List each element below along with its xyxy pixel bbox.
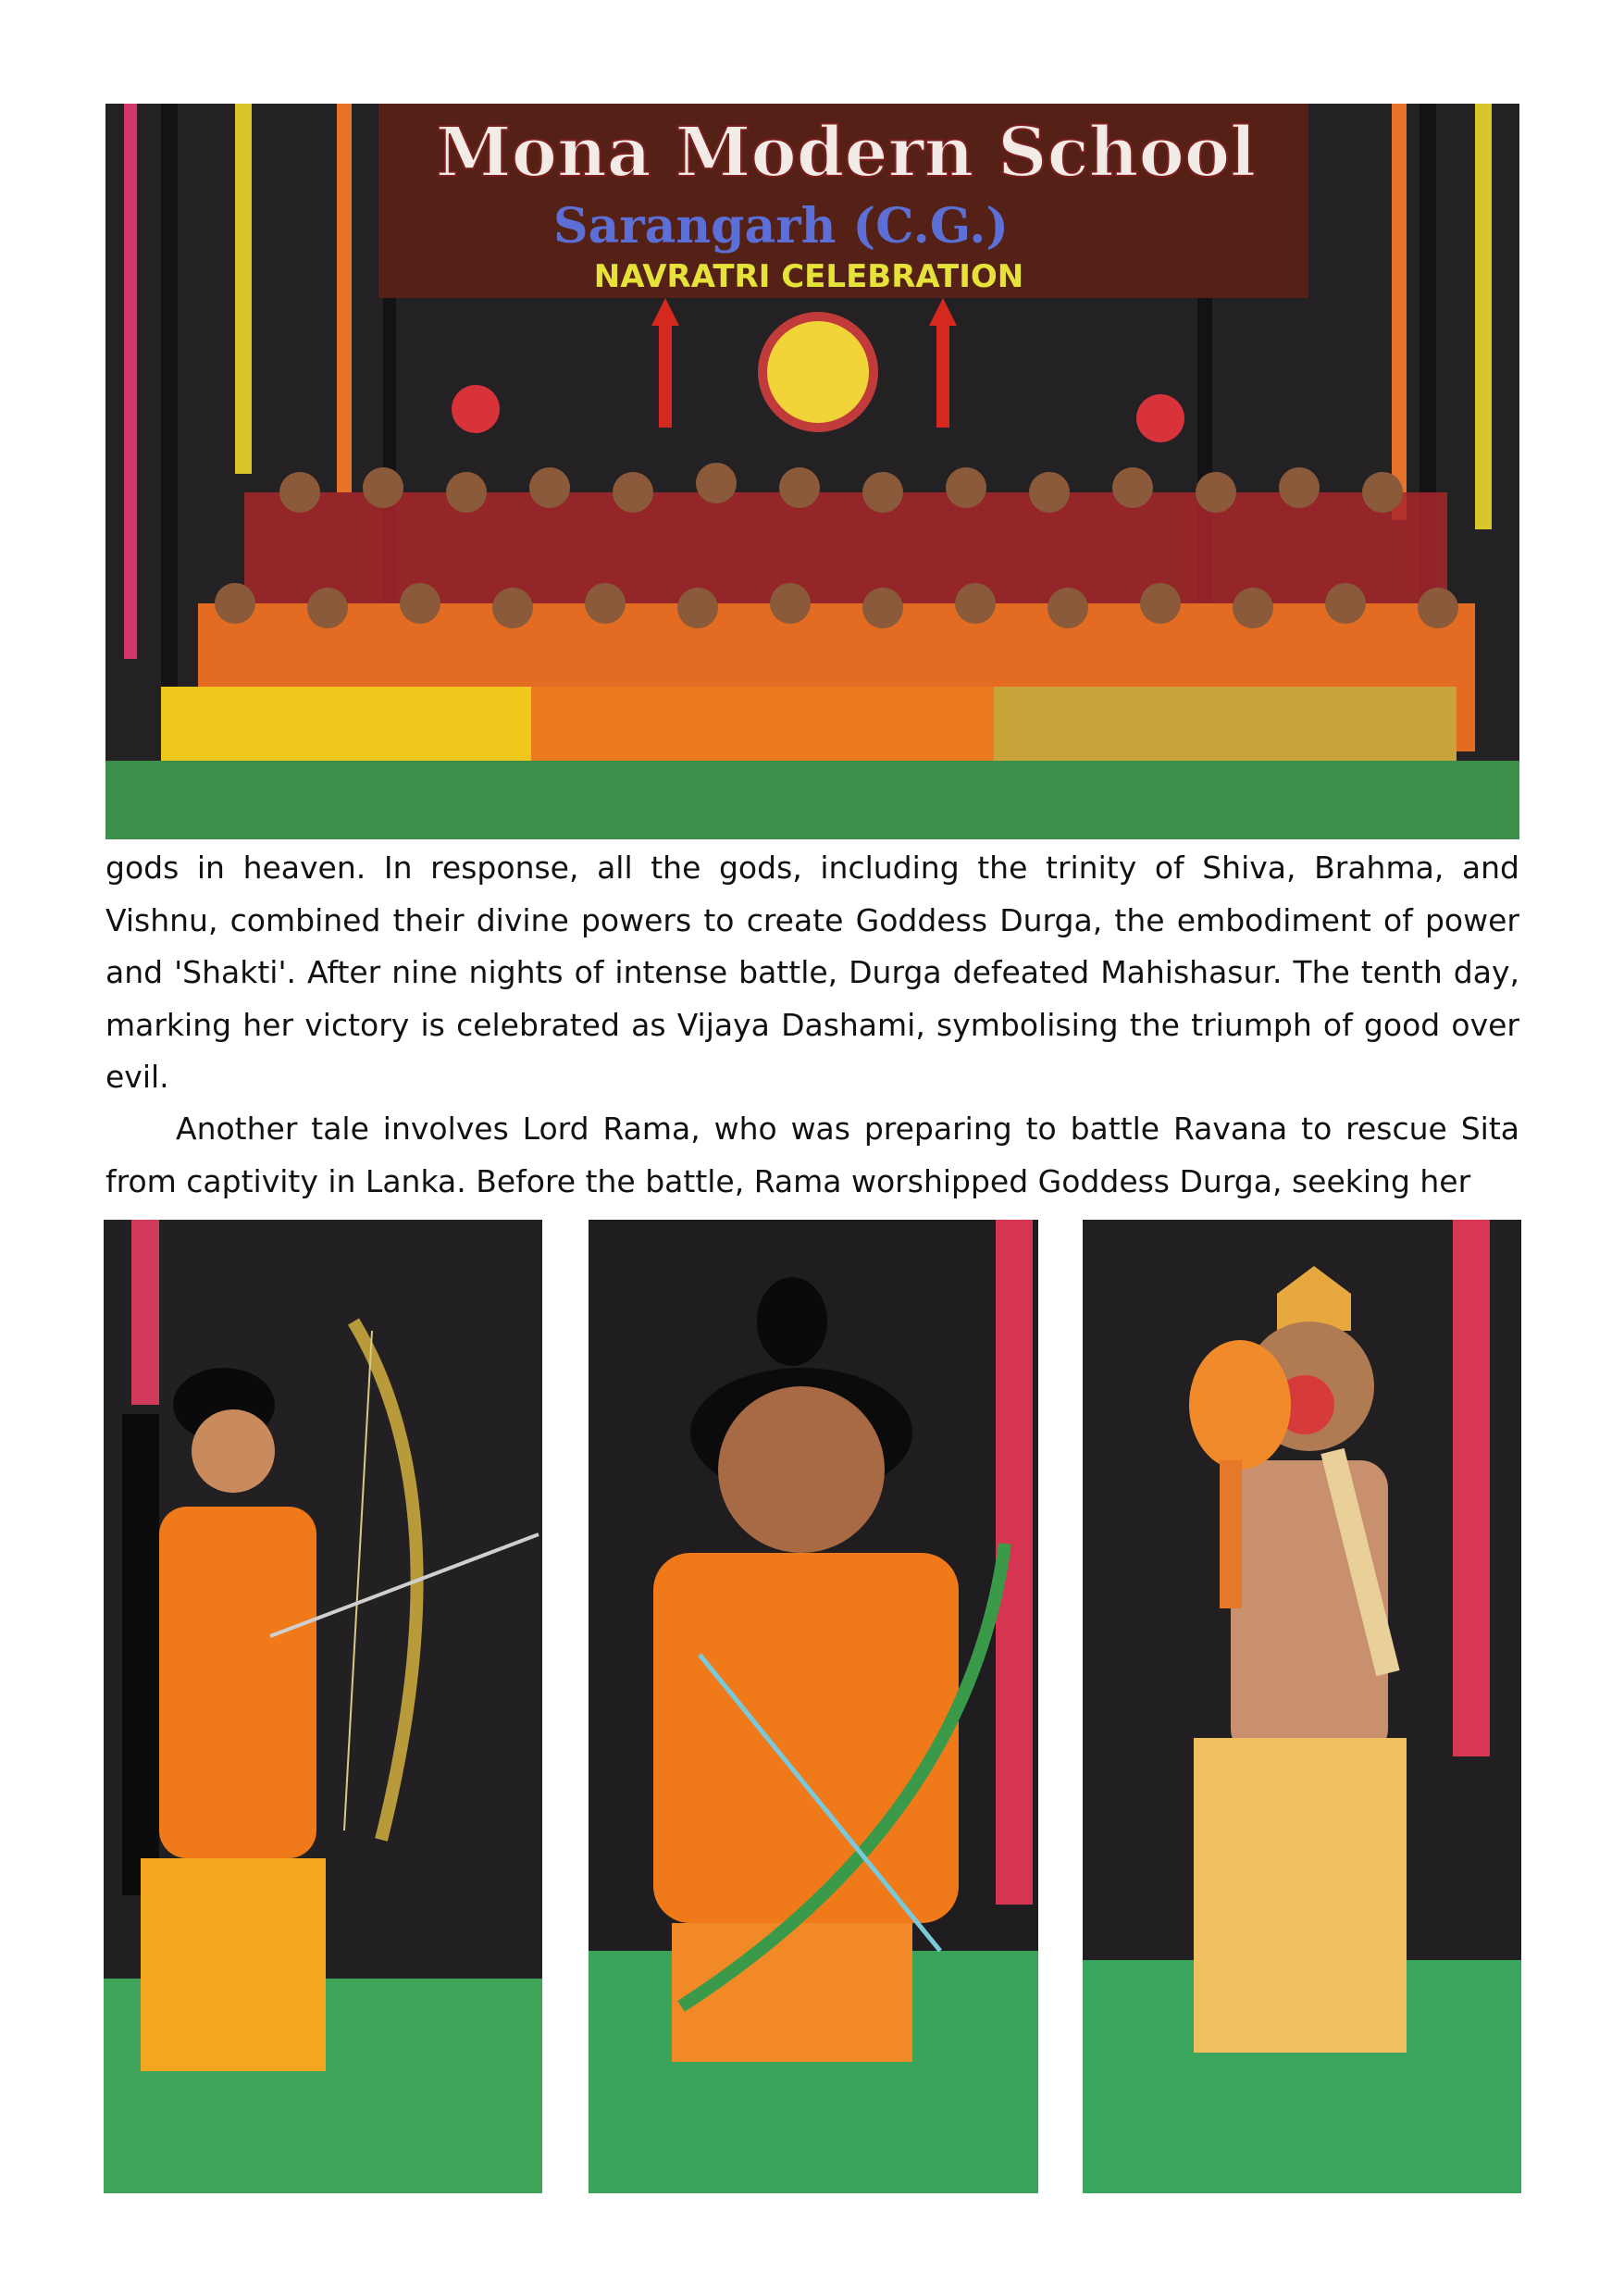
paragraph-durga-legend: gods in heaven. In response, all the gods, including the trinity of Shiva, Brahma, and Vishnu, combined their divine powers to create Goddess Durga, the embodiment of power and 'Shakti'. After nine nights of intense battle, Durga defeated Mahishasur. The tenth day, marking her victory is celebrated as Vijaya Dashami, symbolising the triumph of good over evil. <box>105 850 1519 1095</box>
banner-location: Sarangarh (C.G.) <box>553 198 1009 254</box>
photo-rama-smiling <box>589 1220 1038 2193</box>
group-photo-image <box>105 104 1519 839</box>
mace <box>1189 1340 1291 1470</box>
banner-caption: NAVRATRI CELEBRATION <box>593 258 1024 295</box>
children-group <box>161 463 1475 788</box>
group-photo <box>105 104 1519 839</box>
paragraph-rama-legend: Another tale involves Lord Rama, who was preparing to battle Ravana to rescue Sita from captivity in Lanka. Before the battle, Rama worshipped Goddess Durga, seeking her <box>105 1111 1519 1199</box>
photo-hanuman-mace <box>1083 1220 1521 2193</box>
photo-rama-bow <box>104 1220 542 2193</box>
school-banner <box>378 104 1308 298</box>
stage-floor <box>105 761 1519 839</box>
banner-title: Mona Modern School <box>435 113 1257 192</box>
